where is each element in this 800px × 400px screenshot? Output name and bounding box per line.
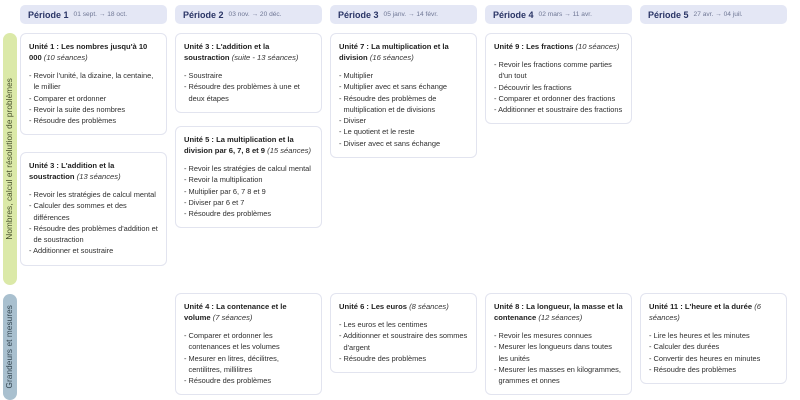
- unit-card-u11[interactable]: [640, 293, 787, 384]
- unit-card-sessions: (6 séances): [649, 302, 761, 322]
- list-item: - Résoudre des problèmes à une et deux étapes: [184, 82, 300, 103]
- list-item: - Revoir les stratégies de calcul mental: [184, 164, 311, 173]
- unit-card-u6[interactable]: [330, 293, 477, 373]
- list-item: - Mesurer en litres, décilitres, centilitres, millilitres: [184, 353, 279, 374]
- period-name: Période 1: [28, 9, 69, 20]
- period-dates: 02 mars → 11 avr.: [538, 11, 592, 18]
- period-dates: 27 avr. → 04 juil.: [693, 11, 743, 18]
- list-item: - Résoudre des problèmes: [649, 364, 737, 374]
- period-column-1: [20, 0, 167, 400]
- list-item: - Découvrir les fractions: [494, 82, 572, 92]
- list-item: - Convertir des heures en minutes: [649, 353, 761, 363]
- list-item: - Comparer et ordonner des fractions: [494, 93, 616, 103]
- period-column-5: [640, 0, 787, 400]
- list-item: - Résoudre des problèmes: [184, 376, 272, 385]
- list-item: - Résoudre des problèmes d'addition et de soustraction: [29, 223, 158, 244]
- unit-card-sessions: (16 séances): [369, 53, 414, 62]
- period-name: Période 2: [183, 9, 224, 20]
- list-item: - Multiplier par 6, 7 8 et 9: [184, 186, 266, 196]
- unit-card-title: [184, 41, 313, 63]
- unit-card-title: [29, 41, 158, 63]
- list-item: - Revoir les fractions comme parties d'un tout: [494, 60, 612, 81]
- list-item: - Résoudre des problèmes: [184, 209, 272, 218]
- unit-card-u3b[interactable]: [175, 33, 322, 113]
- unit-card-objectives: [649, 330, 778, 375]
- unit-card-sessions: (suite - 13 séances): [231, 53, 299, 62]
- list-item: - Mesurer les longueurs dans toutes les unités: [494, 342, 612, 363]
- domain-rail-nombres: [3, 33, 17, 285]
- list-item: - Comparer et ordonner: [29, 93, 107, 103]
- unit-card-sessions: (10 séances): [43, 53, 88, 62]
- list-item: - Revoir les stratégies de calcul mental: [29, 190, 156, 199]
- period-name: Période 5: [648, 9, 689, 20]
- unit-card-sessions: (13 séances): [76, 172, 121, 181]
- domain-rail-grandeurs-label: Grandeurs et mesures: [4, 305, 14, 389]
- unit-card-sessions: (8 séances): [409, 302, 449, 311]
- unit-card-objectives: [184, 163, 313, 219]
- unit-card-sessions: (12 séances): [538, 313, 583, 322]
- unit-card-objectives: [29, 189, 158, 257]
- period-header-2[interactable]: [175, 5, 322, 24]
- unit-card-title-text: Unité 9 : Les fractions: [494, 42, 574, 51]
- list-item: - Revoir les mesures connues: [494, 331, 592, 340]
- period-name: Période 3: [338, 9, 379, 20]
- list-item: - Diviser avec et sans échange: [339, 138, 441, 148]
- period-header-4[interactable]: [485, 5, 632, 24]
- unit-card-u7[interactable]: [330, 33, 477, 158]
- unit-card-u4[interactable]: [175, 293, 322, 395]
- list-item: - Calculer des sommes et des différences: [29, 201, 127, 222]
- unit-card-title-text: Unité 6 : Les euros: [339, 302, 407, 311]
- list-item: - Résoudre des problèmes: [29, 116, 117, 125]
- unit-card-title: [184, 134, 313, 156]
- unit-card-title: [339, 301, 468, 312]
- unit-card-title: [339, 41, 468, 63]
- list-item: - Revoir l'unité, la dizaine, la centaine, le millier: [29, 71, 154, 92]
- list-item: - Mesurer les masses en kilogrammes, grammes et onnes: [494, 364, 621, 385]
- period-header-3[interactable]: [330, 5, 477, 24]
- unit-card-title-text: Unité 4 : La contenance et le volume: [184, 302, 287, 322]
- unit-card-title: [494, 41, 623, 52]
- list-item: - Diviser par 6 et 7: [184, 197, 245, 207]
- unit-card-title-text: Unité 11 : L'heure et la durée: [649, 302, 753, 311]
- unit-card-objectives: [184, 330, 313, 386]
- unit-card-title-text: Unité 5 : La multiplication et la division par 6, 7, 8 et 9: [184, 135, 294, 155]
- unit-card-title: [494, 301, 623, 323]
- period-dates: 03 nov. → 20 déc.: [228, 11, 282, 18]
- period-name: Période 4: [493, 9, 534, 20]
- period-column-3: [330, 0, 477, 400]
- list-item: - Revoir la suite des nombres: [29, 104, 126, 114]
- unit-card-sessions: (7 séances): [212, 313, 253, 322]
- unit-card-objectives: [29, 70, 158, 126]
- list-item: - Additionner et soustraire des fractions: [494, 105, 623, 114]
- unit-card-sessions: (10 séances): [575, 42, 620, 51]
- list-item: - Lire les heures et les minutes: [649, 331, 750, 340]
- unit-card-u3a[interactable]: [20, 152, 167, 266]
- period-dates: 05 janv. → 14 févr.: [383, 11, 439, 18]
- unit-card-title-text: Unité 1 : Les nombres jusqu'à 10 000: [29, 42, 148, 62]
- list-item: - Additionner et soustraire: [29, 246, 114, 256]
- domain-rail-grandeurs: [3, 294, 17, 400]
- list-item: - Les euros et les centimes: [339, 320, 428, 329]
- unit-card-objectives: [339, 70, 468, 149]
- unit-card-title-text: Unité 8 : La longueur, la masse et la contenance: [494, 302, 623, 322]
- list-item: - Calculer des durées: [649, 342, 720, 352]
- list-item: - Le quotient et le reste: [339, 127, 415, 137]
- unit-card-u9[interactable]: [485, 33, 632, 124]
- period-dates: 01 sept. → 18 oct.: [73, 11, 128, 18]
- unit-card-sessions: (15 séances): [267, 146, 312, 155]
- unit-card-title-text: Unité 7 : La multiplication et la division: [339, 42, 449, 62]
- unit-card-objectives: [339, 319, 468, 364]
- period-header-5[interactable]: [640, 5, 787, 24]
- unit-card-u8[interactable]: [485, 293, 632, 395]
- list-item: - Comparer et ordonner les contenances et les volumes: [184, 331, 280, 352]
- list-item: - Soustraire: [184, 71, 223, 80]
- list-item: - Résoudre des problèmes: [339, 353, 427, 363]
- period-column-2: [175, 0, 322, 400]
- unit-card-u5[interactable]: [175, 126, 322, 228]
- list-item: - Diviser: [339, 116, 367, 125]
- period-column-4: [485, 0, 632, 400]
- period-header-1[interactable]: [20, 5, 167, 24]
- list-item: - Multiplier: [339, 71, 374, 80]
- list-item: - Additionner et soustraire des sommes d'argent: [339, 331, 468, 352]
- unit-card-title-text: Unité 3 : L'addition et la soustraction: [184, 42, 270, 62]
- list-item: - Résoudre des problèmes de multiplication et de divisions: [339, 93, 437, 114]
- unit-card-objectives: [184, 70, 313, 104]
- list-item: - Revoir la multiplication: [184, 175, 263, 185]
- domain-rail-nombres-label: Nombres, calcul et résolution de problèmes: [4, 78, 14, 240]
- unit-card-objectives: [494, 59, 623, 115]
- list-item: - Multiplier avec et sans échange: [339, 82, 448, 92]
- unit-card-title: [29, 160, 158, 182]
- unit-card-title: [649, 301, 778, 323]
- unit-card-u1[interactable]: [20, 33, 167, 135]
- unit-card-title: [184, 301, 313, 323]
- unit-card-title-text: Unité 3 : L'addition et la soustraction: [29, 161, 115, 181]
- unit-card-objectives: [494, 330, 623, 386]
- period-columns: [20, 0, 800, 400]
